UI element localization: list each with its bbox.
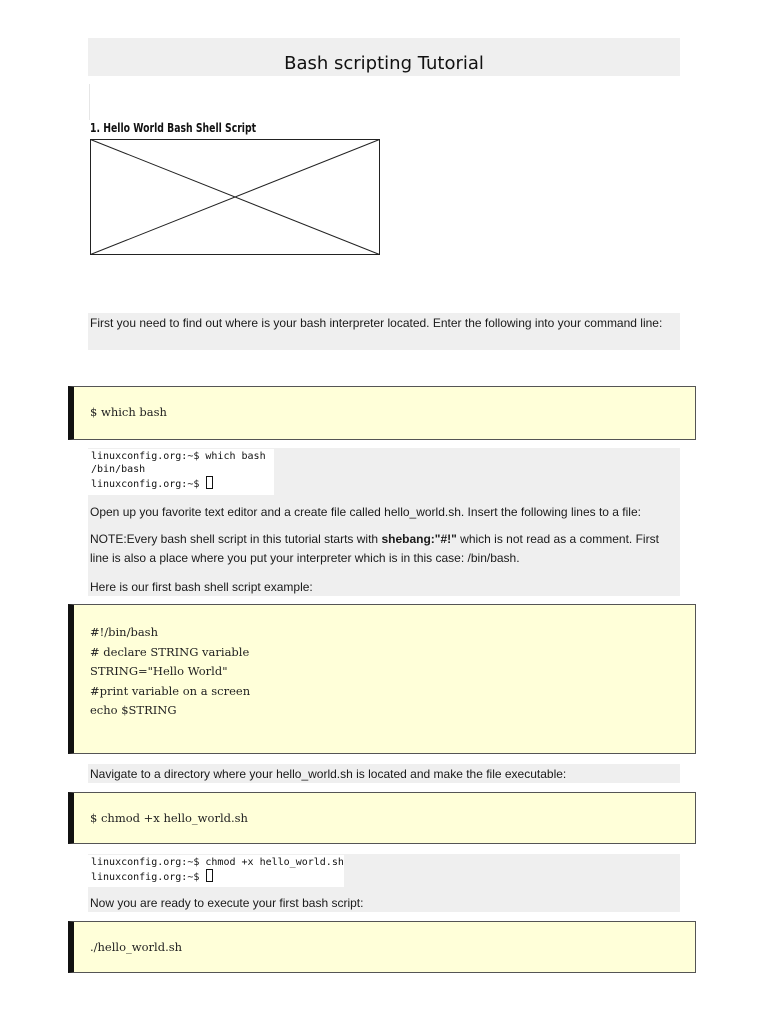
terminal-cursor-icon <box>206 869 213 882</box>
paragraph-block <box>88 448 680 596</box>
code-line: #!/bin/bash <box>90 625 158 639</box>
note-shebang: shebang:"#!" <box>381 532 457 546</box>
code-line: echo $STRING <box>90 703 177 717</box>
code-block-chmod <box>68 792 696 844</box>
terminal-line: linuxconfig.org:~$ chmod +x hello_world.sh <box>91 857 344 868</box>
terminal-output <box>88 855 344 887</box>
section-heading: 1. Hello World Bash Shell Script <box>90 121 257 135</box>
code-block-script <box>68 604 696 754</box>
code-block-run <box>68 921 696 973</box>
code-line: $ which bash <box>90 405 167 419</box>
terminal-line <box>91 476 271 491</box>
page-title: Bash scripting Tutorial <box>284 53 484 74</box>
paragraph-note <box>90 530 672 568</box>
terminal-output <box>88 449 274 495</box>
paragraph-block <box>88 764 680 783</box>
code-line: #print variable on a screen <box>90 683 251 698</box>
note-text: NOTE:Every bash shell script in this tutorial starts with <box>90 532 382 546</box>
code-lines <box>90 623 250 721</box>
code-line: $ chmod +x hello_world.sh <box>90 811 248 825</box>
paragraph-first-example: Here is our first bash shell script example: <box>90 580 313 594</box>
paragraph-open-editor: Open up you favorite text editor and a create file called hello_world.sh. Insert the following lines to a file: <box>90 505 641 519</box>
divider <box>89 84 90 120</box>
title-bar <box>88 38 680 76</box>
code-line: # declare STRING variable <box>90 644 250 659</box>
note-text: which is not read as a comment. First line is also a place where you put your interpreter which is in this case: /bin/bash. <box>90 532 659 565</box>
terminal-prompt: linuxconfig.org:~$ <box>91 479 206 490</box>
paragraph-block <box>88 313 680 350</box>
terminal-line: linuxconfig.org:~$ which bash <box>91 451 266 462</box>
paragraph-ready: Now you are ready to execute your first bash script: <box>90 896 364 910</box>
code-block-which-bash <box>68 386 696 440</box>
image-placeholder-icon <box>90 139 380 255</box>
paragraph-find-interpreter: First you need to find out where is your bash interpreter located. Enter the following into your command line: <box>90 316 663 330</box>
code-line: STRING="Hello World" <box>90 664 228 678</box>
terminal-line: /bin/bash <box>91 464 146 475</box>
paragraph-block <box>88 854 680 912</box>
terminal-line <box>91 869 341 884</box>
paragraph-navigate: Navigate to a directory where your hello_world.sh is located and make the file executable: <box>90 767 567 781</box>
code-line: ./hello_world.sh <box>90 940 183 954</box>
terminal-prompt: linuxconfig.org:~$ <box>91 872 206 883</box>
terminal-cursor-icon <box>206 476 213 489</box>
